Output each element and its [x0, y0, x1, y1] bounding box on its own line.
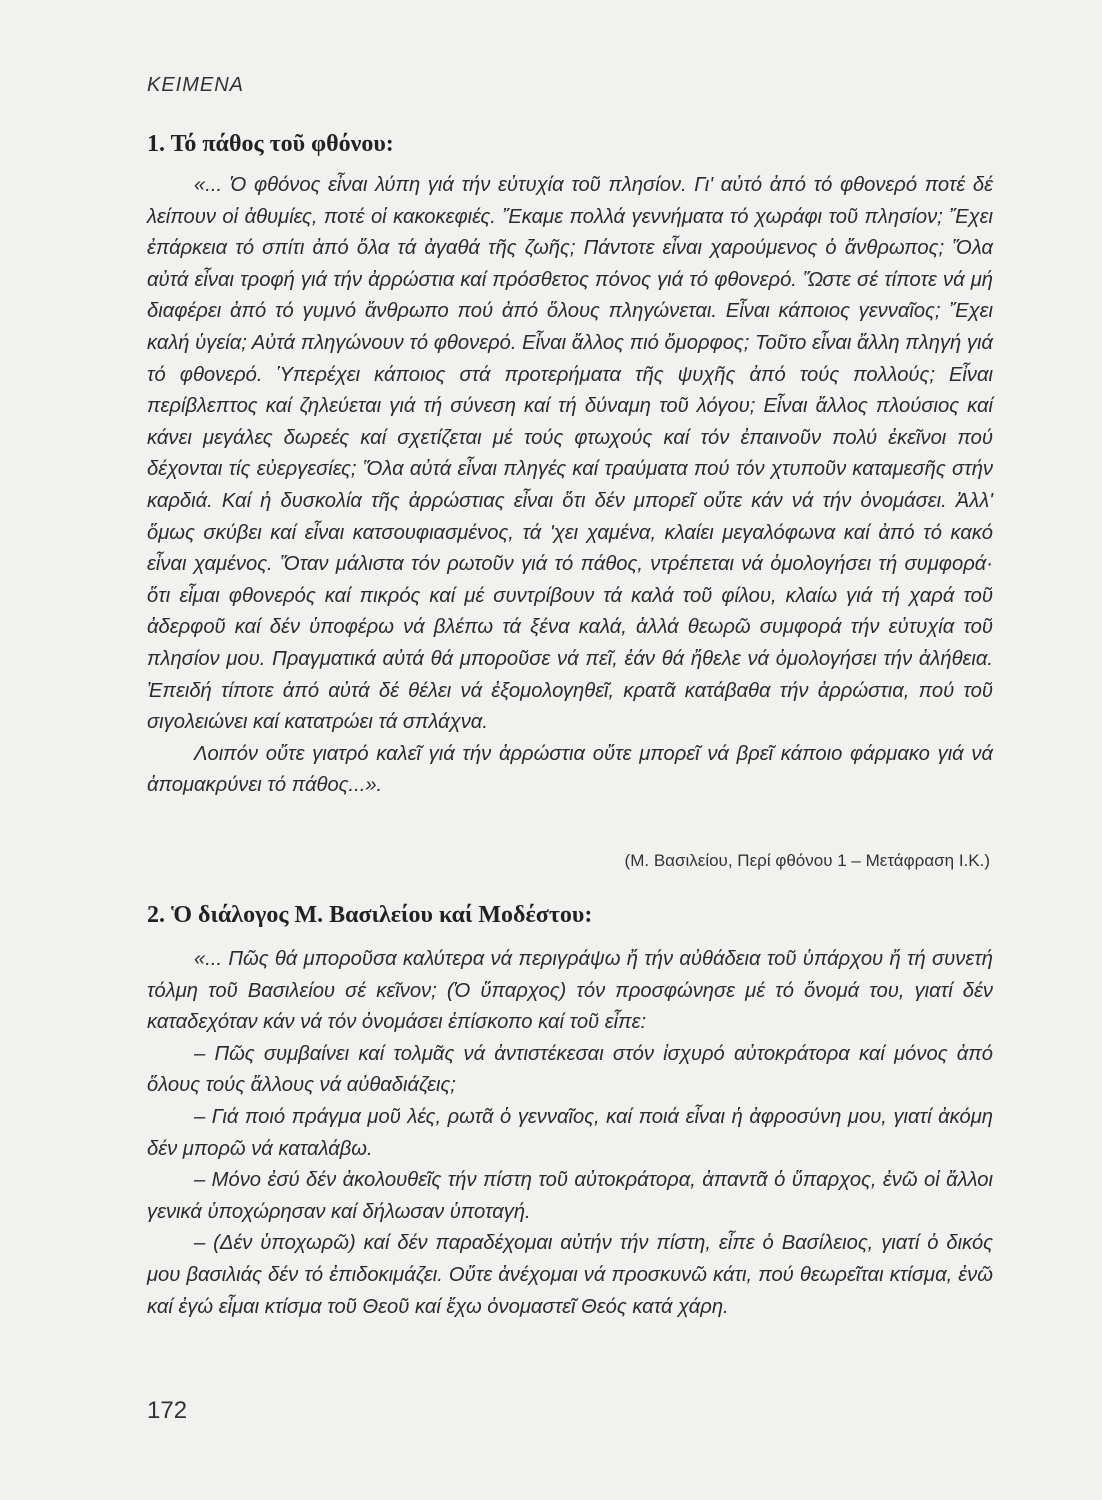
page-number: 172	[147, 1397, 188, 1424]
section-1-citation: (Μ. Βασιλείου, Περί φθόνου 1 – Μετάφραση Ι.Κ.)	[624, 851, 990, 870]
running-head: ΚΕΙΜΕΝΑ	[147, 74, 245, 96]
section-2-paragraph: «... Πῶς θά μποροῦσα καλύτερα νά περιγράψω ἤ τήν αὐθάδεια τοῦ ὑπάρχου ἤ τή συνετή τόλμη τοῦ Βασιλείου σέ κεῖνον; (Ὁ ὕπαρχος) τόν προσφώνησε μέ τό ὄνομά του, γιατί δέν καταδεχόταν κάν νά τόν ὀνομάσει ἐπίσκοπο καί τοῦ εἶπε:	[147, 948, 993, 1034]
dialogue-line: – Γιά ποιό πράγμα μοῦ λές, ρωτᾶ ὁ γενναῖος, καί ποιά εἶναι ἡ ἀφροσύνη μου, γιατί ἀκόμη δέν μπορῶ νά καταλάβω.	[147, 1105, 993, 1160]
dialogue-line: – Μόνο ἐσύ δέν ἀκολουθεῖς τήν πίστη τοῦ αὐτοκράτορα, ἀπαντᾶ ὁ ὕπαρχος, ἐνῶ οἱ ἄλλοι γενικά ὑποχώρησαν καί δήλωσαν ὑποταγή.	[147, 1169, 993, 1223]
section-1-paragraph: «... Ὁ φθόνος εἶναι λύπη γιά τήν εὐτυχία τοῦ πλησίον. Γι' αὐτό ἀπό τό φθονερό ποτέ δέ λείπουν οἱ ἀθυμίες, ποτέ οἱ κακοκεφιές. Ἔκαμε πολλά γεννήματα τό χωράφι τοῦ πλησίον; Ἔχει ἐπάρκεια τό σπίτι ἀπό ὅλα τά ἀγαθά τῆς ζωῆς; Πάντοτε εἶναι χαρούμενος ὁ ἄνθρωπος; Ὅλα αὐτά εἶναι τροφή γιά τήν ἀρρώστια καί πρόσθετος πόνος γιά τό φθονερό. Ὥστε σέ τίποτε νά μή διαφέρει ἀπό τό γυμνό ἄνθρωπο πού ἀπό ὅλους πληγώνεται. Εἶναι κάποιος γενναῖος; Ἔχει καλή ὑγεία; Αὐτά πληγώνουν τό φθονερό. Εἶναι ἄλλος πιό ὄμορφος; Τοῦτο εἶναι ἄλλη πληγή γιά τό φθονερό. Ὑπερέχει κάποιος στά προτερήματα τῆς ψυχῆς ἀπό τούς πολλούς; Εἶναι περίβλεπτος καί ζηλεύεται γιά τή σύνεση καί τή δύναμη τοῦ λόγου; Εἶναι ἄλλος πλούσιος καί κάνει μεγάλες δωρεές καί σχετίζεται μέ τούς φτωχούς καί τόν ἐπαινοῦν πολύ ἐκεῖνοι πού δέχονται τίς εὐεργεσίες; Ὅλα αὐτά εἶναι πληγές καί τραύματα πού τόν χτυποῦν καταμεσῆς στήν καρδιά. Καί ἡ δυσκολία τῆς ἀρρώστιας εἶναι ὅτι δέν μπορεῖ οὔτε κάν νά τήν ὀνομάσει. Ἀλλ' ὅμως σκύβει καί εἶναι κατσουφιασμένος, τά 'χει χαμένα, κλαίει μεγαλόφωνα καί ἀπό τό κακό εἶναι χαμένος. Ὅταν μάλιστα τόν ρωτοῦν γιά τό πάθος, ντρέπεται νά ὁμολογήσει τή συμφορά· ὅτι εἶμαι φθονερός καί πικρός καί μέ συντρίβουν τά καλά τοῦ φίλου, κλαίω γιά τή χαρά τοῦ ἀδερφοῦ καί δέν ὑποφέρω νά βλέπω τά ξένα καλά, ἀλλά θεωρῶ συμφορά τήν εὐτυχία τοῦ πλησίον μου. Πραγματικά αὐτά θά μποροῦσε νά πεῖ, ἐάν θά ἤθελε νά ὁμολογήσει τήν ἀλήθεια. Ἐπειδή τίποτε ἀπό αὐτά δέ θέλει νά ἐξομολογηθεῖ, κρατᾶ κατάβαθα τήν ἀρρώστια, πού τοῦ σιγολειώνει καί κατατρώει τά σπλάχνα.	[147, 174, 993, 734]
section-2-text	[147, 944, 993, 1323]
section-1-text	[147, 170, 993, 802]
section-2-title: 2. Ὁ διάλογος Μ. Βασιλείου καί Μοδέστου:	[147, 902, 593, 928]
section-1-paragraph: Λοιπόν οὔτε γιατρό καλεῖ γιά τήν ἀρρώστια οὔτε μπορεῖ νά βρεῖ κάποιο φάρμακο γιά νά ἀπομακρύνει τό πάθος...».	[147, 742, 993, 797]
dialogue-line: – Πῶς συμβαίνει καί τολμᾶς νά ἀντιστέκεσαι στόν ἰσχυρό αὐτοκράτορα καί μόνος ἀπό ὅλους τούς ἄλλους νά αὐθαδιάζεις;	[147, 1042, 993, 1097]
section-1-title: 1. Τό πάθος τοῦ φθόνου:	[147, 131, 394, 157]
dialogue-line: – (Δέν ὑποχωρῶ) καί δέν παραδέχομαι αὐτήν τήν πίστη, εἶπε ὁ Βασίλειος, γιατί ὁ δικός μου βασιλιάς δέν τό ἐπιδοκιμάζει. Οὔτε ἀνέχομαι νά προσκυνῶ κάτι, πού θεωρεῖται κτίσμα, ἐνῶ καί ἐγώ εἶμαι κτίσμα τοῦ Θεοῦ καί ἔχω ὀνομαστεῖ Θεός κατά χάρη.	[147, 1232, 993, 1318]
